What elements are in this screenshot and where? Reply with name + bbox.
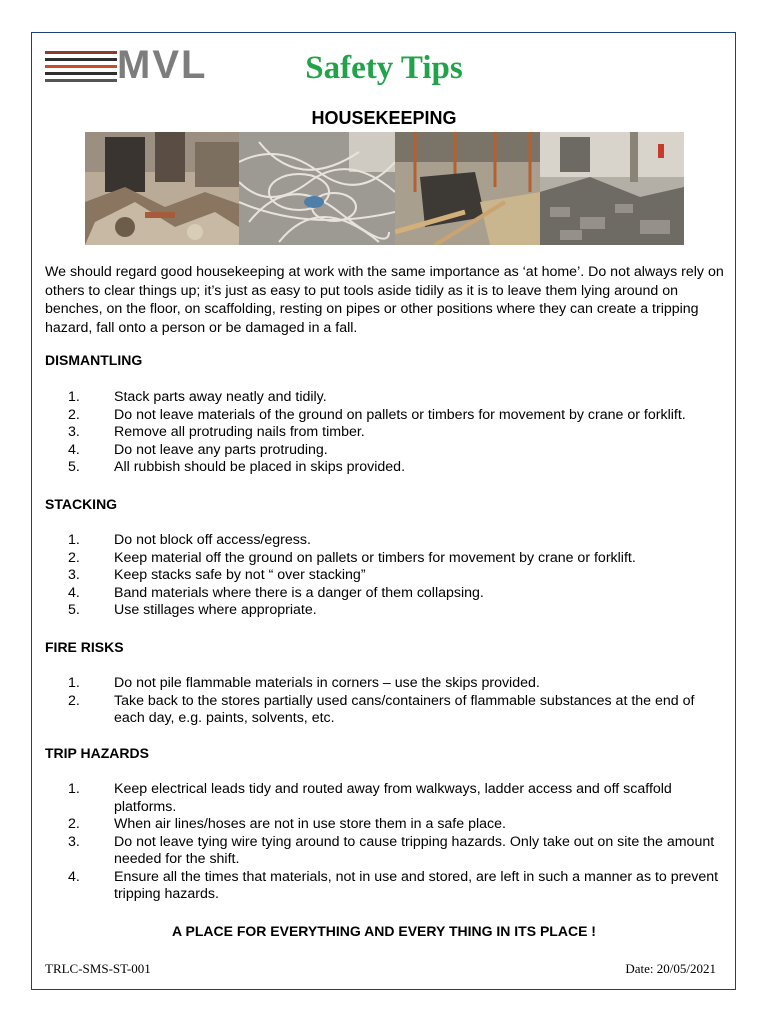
slogan: A PLACE FOR EVERYTHING AND EVERY THING IN ITS PLACE ! xyxy=(172,923,596,939)
list-item: 2. Keep material off the ground on pallets or timbers for movement by crane or forklift. xyxy=(68,549,636,566)
list-item: 4. Do not leave any parts protruding. xyxy=(68,441,328,458)
list-item: 3. Do not leave tying wire tying around to cause tripping hazards. Only take out on site the amount needed for the shift. xyxy=(68,833,715,867)
list-item: 3. Remove all protruding nails from timber. xyxy=(68,424,365,440)
list-item: 1. Stack parts away neatly and tidily. xyxy=(68,389,327,405)
list-item: 2. Take back to the stores partially used cans/containers of flammable substances at the end of each day, e.g. paints, solvents, etc. xyxy=(68,692,695,726)
intro-paragraph: We should regard good housekeeping at work with the same importance as ‘at home’. Do not always rely on others to clear things up; it’s just as easy to put tools aside tidily as it is to leave them lying around on benches, on the floor, on scaffolding, resting on pipes or other positions where they can create a tripping hazard, fall onto a person or be damaged in a fall. xyxy=(45,264,724,336)
list-item: 2. Do not leave materials of the ground on pallets or timbers for movement by crane or forklift. xyxy=(68,406,686,423)
logo-text: MVL xyxy=(117,43,208,87)
document-code: TRLC-SMS-ST-001 xyxy=(45,961,151,976)
trip-hazards-list xyxy=(45,781,725,904)
list-item: 4. Ensure all the times that materials, not in use and stored, are left in such a manner as to prevent tripping hazards. xyxy=(68,868,719,902)
rubble-photo xyxy=(540,132,684,245)
list-item: 2. When air lines/hoses are not in use store them in a safe place. xyxy=(68,816,506,832)
list-item: 5. All rubbish should be placed in skips provided. xyxy=(68,459,406,475)
section-heading-dismantling: DISMANTLING xyxy=(45,352,143,368)
list-item: 1. Do not block off access/egress. xyxy=(68,532,311,548)
cables-photo xyxy=(239,132,395,245)
section-heading-stacking: STACKING xyxy=(45,496,118,512)
scaffold-photo xyxy=(395,132,540,245)
stacking-list xyxy=(45,532,725,620)
list-item: 3. Keep stacks safe by not “ over stacking” xyxy=(68,567,366,583)
list-item: 4. Band materials where there is a danger of them collapsing. xyxy=(68,584,484,601)
page-subtitle: HOUSEKEEPING xyxy=(311,108,457,128)
page-title: Safety Tips xyxy=(305,50,463,86)
fire-risks-list xyxy=(45,675,725,728)
dismantling-list xyxy=(45,389,725,477)
debris-photo xyxy=(85,132,239,245)
section-heading-trip-hazards: TRIP HAZARDS xyxy=(45,745,149,761)
list-item: 1. Keep electrical leads tidy and routed away from walkways, ladder access and off scaffold platforms. xyxy=(68,781,672,815)
document-date: Date: 20/05/2021 xyxy=(625,961,716,976)
photo-strip xyxy=(85,132,684,245)
section-heading-fire-risks: FIRE RISKS xyxy=(45,639,124,655)
list-item: 5. Use stillages where appropriate. xyxy=(68,602,317,618)
list-item: 1. Do not pile flammable materials in corners – use the skips provided. xyxy=(68,675,540,691)
